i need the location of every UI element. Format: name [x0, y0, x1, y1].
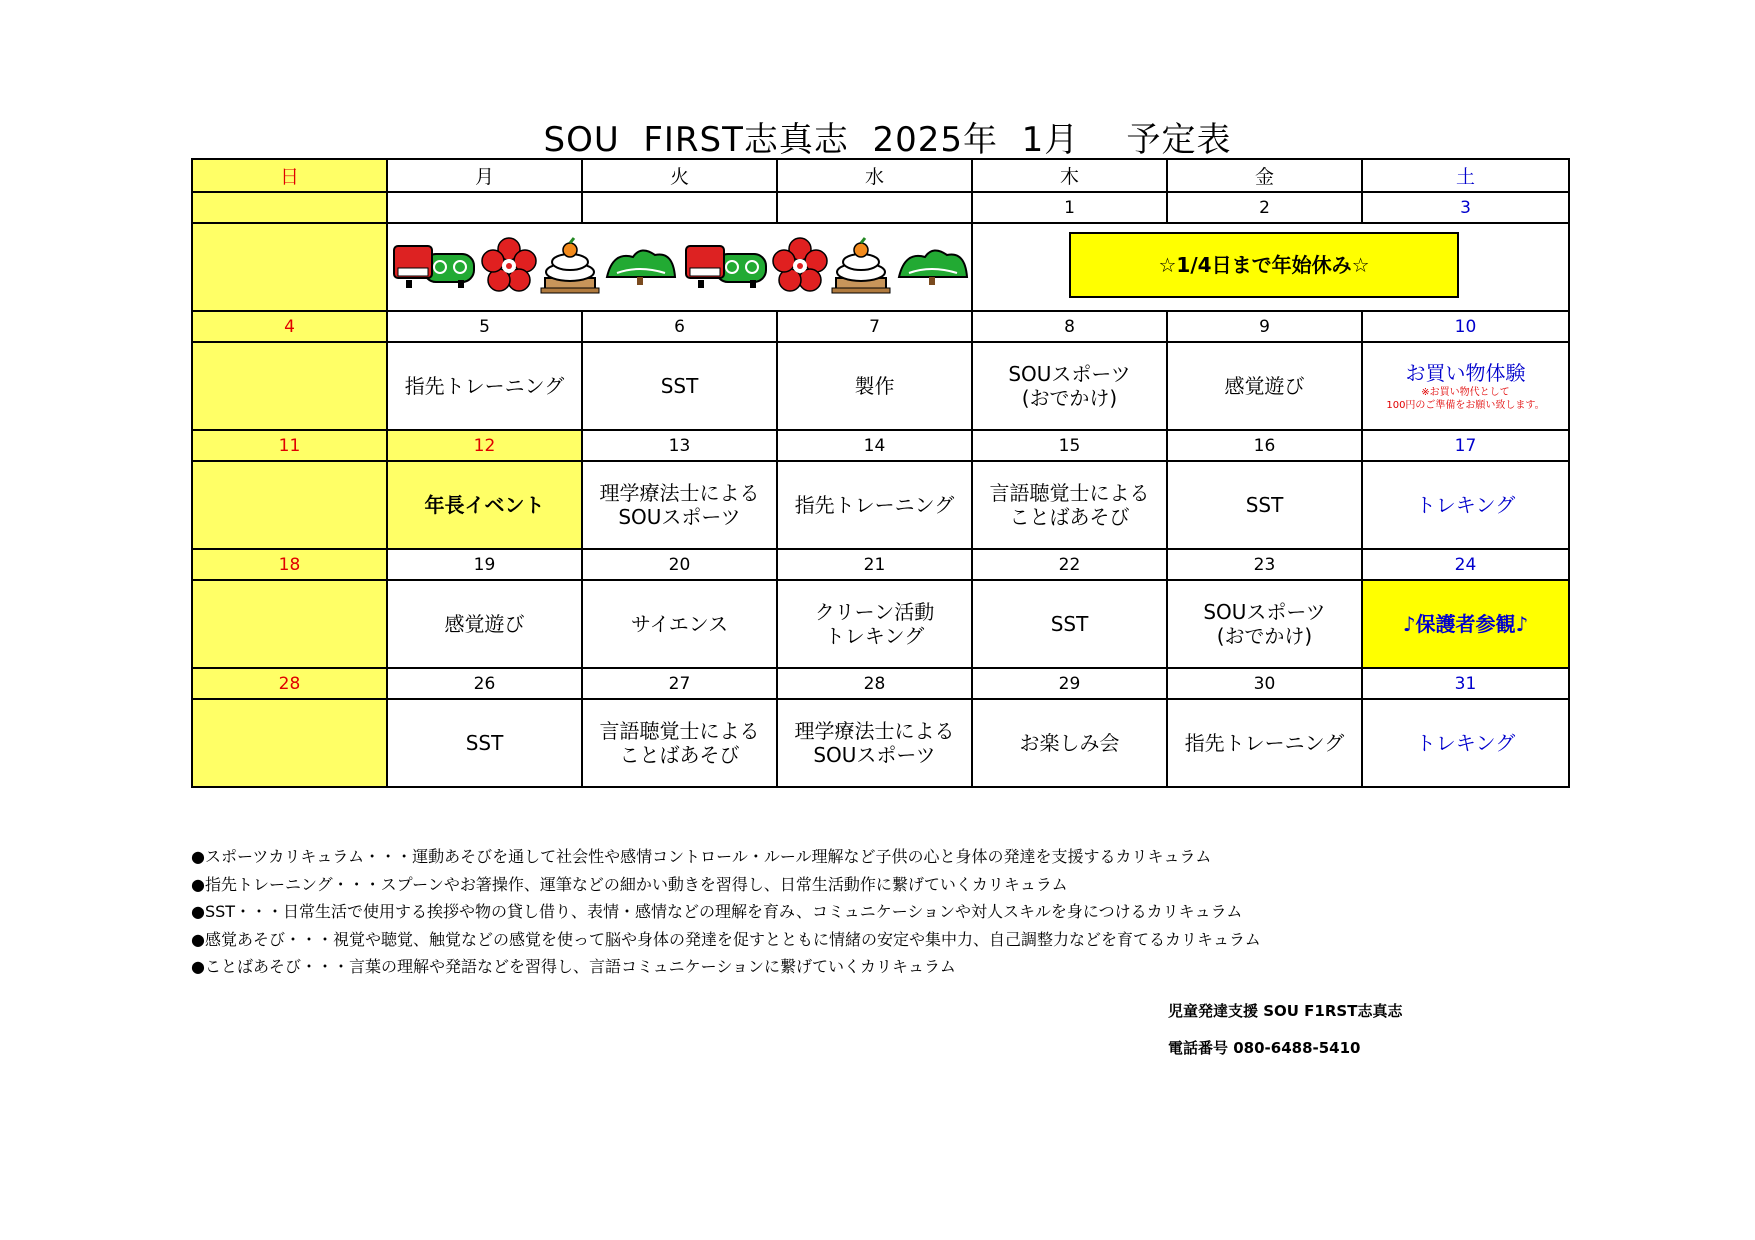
- footer-org: 児童発達支援 SOU F1RST志真志: [1168, 1002, 1403, 1020]
- activity-cell: [777, 342, 972, 430]
- weekday-header-row: [192, 159, 1569, 192]
- activity-row: [192, 699, 1569, 787]
- activity-cell: [1167, 342, 1362, 430]
- weekday-header: 火: [582, 159, 777, 192]
- date-cell: 13: [582, 430, 777, 461]
- activity-cell: [1362, 699, 1569, 787]
- activity-cell: [972, 580, 1167, 668]
- date-cell: 28: [777, 668, 972, 699]
- date-cell: 18: [192, 549, 387, 580]
- activity-text: 感覚遊び: [1224, 374, 1305, 398]
- date-row: [192, 192, 1569, 223]
- date-cell: 31: [1362, 668, 1569, 699]
- activity-cell: [1167, 699, 1362, 787]
- activity-text: 指先トレーニング: [794, 493, 955, 517]
- activity-row: [192, 342, 1569, 430]
- date-cell: 1: [972, 192, 1167, 223]
- activity-cell: [192, 580, 387, 668]
- plum-blossom-icon: [772, 237, 828, 298]
- date-cell: 23: [1167, 549, 1362, 580]
- weekday-header: 月: [387, 159, 582, 192]
- activity-cell: [1362, 580, 1569, 668]
- activity-text: サイエンス: [630, 612, 729, 636]
- date-row: [192, 549, 1569, 580]
- activity-text: SOUスポーツ (おでかけ): [1008, 362, 1131, 410]
- activity-note: 100円のご準備をお願い致します。: [1386, 399, 1545, 411]
- footer: [1168, 1000, 1402, 1074]
- note-sensory: ●感覚あそび・・・視覚や聴覚、触覚などの感覚を使って脳や身体の発達を促すとともに情緒の安定や集中力、自己調整力などを育てるカリキュラム: [191, 929, 1261, 949]
- date-cell: 10: [1362, 311, 1569, 342]
- holiday-banner: ☆1/4日まで年始休み☆: [1069, 232, 1459, 298]
- date-cell: 11: [192, 430, 387, 461]
- holiday-wrap: [973, 224, 1568, 310]
- plum-blossom-icon: [481, 237, 537, 298]
- date-cell: [387, 192, 582, 223]
- activity-cell: [387, 580, 582, 668]
- curriculum-notes: [191, 843, 1641, 981]
- activity-cell: [1167, 580, 1362, 668]
- activity-text: 指先トレーニング: [1184, 731, 1345, 755]
- activity-text: 感覚遊び: [444, 612, 525, 636]
- date-cell: [192, 192, 387, 223]
- note-words: ●ことばあそび・・・言葉の理解や発語などを習得し、言語コミュニケーションに繋げていくカリキュラム: [191, 957, 956, 976]
- weekday-header: 日: [192, 159, 387, 192]
- calendar-table: [191, 158, 1570, 788]
- kagami-mochi-icon: [537, 236, 603, 299]
- activity-text: クリーン活動 トレキング: [814, 600, 935, 648]
- activity-text: SOUスポーツ (おでかけ): [1203, 600, 1326, 648]
- activity-cell: [777, 580, 972, 668]
- date-cell: 26: [387, 668, 582, 699]
- date-cell: 21: [777, 549, 972, 580]
- date-cell: 20: [582, 549, 777, 580]
- date-cell: 16: [1167, 430, 1362, 461]
- activity-cell: [972, 699, 1167, 787]
- date-cell: 4: [192, 311, 387, 342]
- activity-cell: [387, 461, 582, 549]
- activity-cell: [972, 342, 1167, 430]
- activity-text: 理学療法士による SOUスポーツ: [794, 719, 955, 767]
- activity-text: トレキング: [1415, 493, 1516, 517]
- activity-cell: [192, 223, 387, 311]
- date-row: [192, 430, 1569, 461]
- date-cell: 19: [387, 549, 582, 580]
- new-year-decoration: [387, 223, 972, 311]
- activity-cell: [582, 699, 777, 787]
- weekday-header: 金: [1167, 159, 1362, 192]
- activity-cell: [1362, 342, 1569, 430]
- date-row: [192, 668, 1569, 699]
- note-fingertip: ●指先トレーニング・・・スプーンやお箸操作、運筆などの細かい動きを習得し、日常生活動作に繋げていくカリキュラム: [191, 874, 1068, 894]
- note-sst: ●SST・・・日常生活で使用する挨拶や物の貸し借り、表情・感情などの理解を育み、コミュニケーションや対人スキルを身につけるカリキュラム: [191, 902, 1243, 921]
- date-cell: 14: [777, 430, 972, 461]
- date-cell: 5: [387, 311, 582, 342]
- activity-cell: [972, 461, 1167, 549]
- date-cell: 9: [1167, 311, 1362, 342]
- activity-cell: [192, 461, 387, 549]
- footer-phone: 電話番号 080-6488-5410: [1168, 1039, 1361, 1057]
- activity-cell: [387, 699, 582, 787]
- activity-cell: [582, 461, 777, 549]
- date-cell: 17: [1362, 430, 1569, 461]
- date-cell: 28: [192, 668, 387, 699]
- date-cell: 8: [972, 311, 1167, 342]
- shishimai-icon: [388, 240, 480, 295]
- activity-cell: [192, 699, 387, 787]
- activity-text: 言語聴覚士による ことばあそび: [599, 719, 760, 767]
- date-cell: 7: [777, 311, 972, 342]
- page-title: SOU FIRST志真志 2025年 1月 予定表: [543, 120, 1232, 160]
- date-cell: [582, 192, 777, 223]
- date-cell: 2: [1167, 192, 1362, 223]
- activity-text: お買い物体験: [1405, 360, 1526, 385]
- activity-cell: [192, 342, 387, 430]
- date-cell: 3: [1362, 192, 1569, 223]
- pine-icon: [895, 243, 971, 292]
- activity-text: SST: [1245, 493, 1284, 517]
- date-cell: 12: [387, 430, 582, 461]
- activity-text: 言語聴覚士による ことばあそび: [989, 481, 1150, 529]
- activity-text: SST: [1050, 612, 1089, 636]
- activity-cell: [582, 342, 777, 430]
- activity-cell: [582, 580, 777, 668]
- activity-cell: [387, 342, 582, 430]
- activity-text: SST: [660, 374, 699, 398]
- holiday-cell: [972, 223, 1569, 311]
- date-cell: 24: [1362, 549, 1569, 580]
- activity-cell: [777, 461, 972, 549]
- weekday-header: 水: [777, 159, 972, 192]
- date-row: [192, 311, 1569, 342]
- activity-text: お楽しみ会: [1019, 731, 1120, 755]
- date-cell: [777, 192, 972, 223]
- activity-text: SST: [465, 731, 504, 755]
- shishimai-icon: [680, 240, 772, 295]
- activity-text: 指先トレーニング: [404, 374, 565, 398]
- kagami-mochi-icon: [828, 236, 894, 299]
- activity-text: 理学療法士による SOUスポーツ: [599, 481, 760, 529]
- activity-cell: [1362, 461, 1569, 549]
- activity-cell: [777, 699, 972, 787]
- weekday-header: 木: [972, 159, 1167, 192]
- activity-text: ♪保護者参観♪: [1402, 612, 1529, 636]
- date-cell: 27: [582, 668, 777, 699]
- activity-row: [192, 223, 1569, 311]
- activity-cell: [1167, 461, 1362, 549]
- date-cell: 15: [972, 430, 1167, 461]
- note-sports: ●スポーツカリキュラム・・・運動あそびを通して社会性や感情コントロール・ルール理解など子供の心と身体の発達を支援するカリキュラム: [191, 847, 1212, 866]
- date-cell: 22: [972, 549, 1167, 580]
- decoration-icons: [388, 224, 971, 310]
- date-cell: 30: [1167, 668, 1362, 699]
- activity-text: 年長イベント: [424, 493, 545, 517]
- pine-icon: [603, 243, 679, 292]
- activity-note: ※お買い物代として: [1421, 386, 1510, 398]
- activity-text: トレキング: [1415, 731, 1516, 755]
- weekday-header: 土: [1362, 159, 1569, 192]
- activity-text: 製作: [854, 374, 895, 398]
- activity-row: [192, 580, 1569, 668]
- activity-row: [192, 461, 1569, 549]
- date-cell: 6: [582, 311, 777, 342]
- date-cell: 29: [972, 668, 1167, 699]
